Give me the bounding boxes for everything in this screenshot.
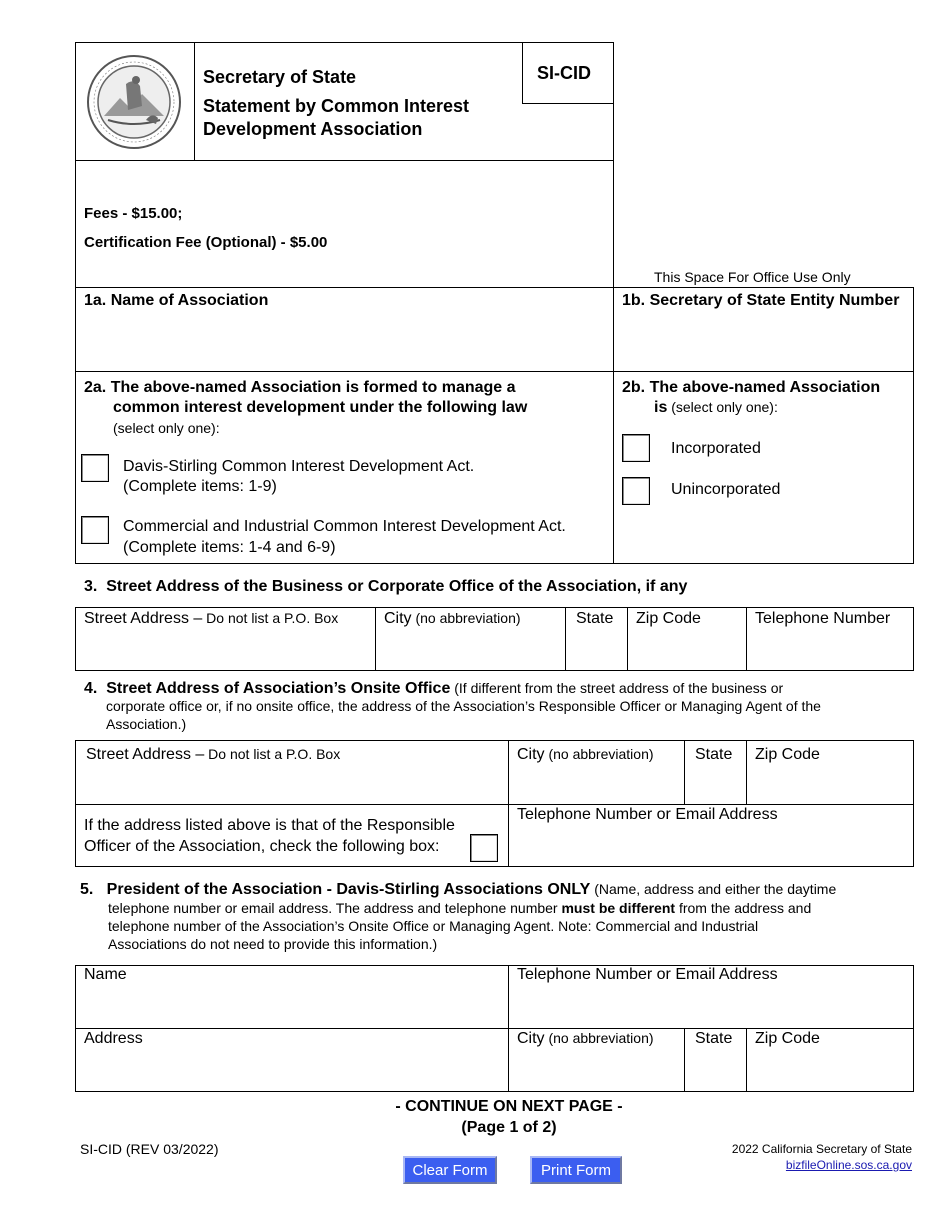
form-title-line2: Development Association [203, 119, 423, 139]
item-3-phone-label[interactable]: Telephone Number [755, 610, 891, 627]
item-4-heading-rest1: (If different from the street address of the business or [450, 680, 784, 696]
item-3-street-label[interactable]: Street Address – Do not list a P.O. Box [84, 610, 339, 627]
fees-box [75, 160, 614, 288]
item-3-zip-label[interactable]: Zip Code [636, 610, 701, 627]
items-1-2-divider [613, 287, 614, 564]
incorporated-label: Incorporated [671, 440, 761, 457]
item-5-state-label[interactable]: State [695, 1030, 733, 1047]
entity-number-field[interactable] [618, 315, 908, 365]
responsible-officer-text-2: Officer of the Association, check the following box: [84, 838, 440, 855]
item-2a-line2: common interest development under the following law [113, 399, 528, 416]
item-4-num: 4. [84, 680, 107, 697]
item-3-col-divider [375, 607, 376, 671]
item-2b-line1: 2b. The above-named Association [622, 379, 881, 396]
item-5-col-divider [746, 1028, 747, 1092]
commercial-industrial-items: (Complete items: 1-4 and 6-9) [123, 539, 336, 556]
item-1a-label: 1a. Name of Association [84, 292, 269, 309]
commercial-industrial-checkbox[interactable] [81, 516, 109, 544]
item-4-row-divider [75, 804, 914, 805]
item-2a-line1: 2a. The above-named Association is formed to manage a [84, 379, 516, 396]
item-5-col-divider [684, 1028, 685, 1092]
item-3-col-divider [746, 607, 747, 671]
item-4-street-label[interactable]: Street Address – Do not list a P.O. Box [86, 746, 341, 763]
responsible-officer-checkbox[interactable] [470, 834, 498, 862]
agency-name: Secretary of State [203, 67, 357, 87]
item-4-state-label[interactable]: State [695, 746, 733, 763]
item-2b-is: is [654, 399, 668, 416]
item-5-line3: telephone number of the Association’s Onsite Office or Managing Agent. Note: Commercial and Industrial [108, 918, 759, 934]
item-4-col-divider [746, 740, 747, 804]
item-5-row-divider [75, 1028, 914, 1029]
incorporated-checkbox[interactable] [622, 434, 650, 462]
header-divider [194, 42, 195, 161]
davis-stirling-items: (Complete items: 1-9) [123, 478, 277, 495]
item-4-heading [84, 680, 783, 698]
items-1-2-row-divider [75, 371, 914, 372]
item-2b-select-note: (select only one): [667, 399, 778, 415]
seal-text [90, 98, 114, 99]
item-4-zip-label[interactable]: Zip Code [755, 746, 820, 763]
page-number: (Page 1 of 2) [461, 1119, 557, 1136]
fee-text: Fees - $15.00; [84, 205, 183, 222]
office-use-label: This Space For Office Use Only [654, 269, 851, 285]
davis-stirling-label: Davis-Stirling Common Interest Development Act. [123, 458, 475, 475]
item-5-col-divider [508, 965, 509, 1092]
responsible-officer-text-1: If the address listed above is that of the Responsible [84, 817, 455, 834]
item-4-col-divider [684, 740, 685, 804]
form-title-line1: Statement by Common Interest [203, 96, 470, 116]
item-3-state-label[interactable]: State [576, 610, 614, 627]
davis-stirling-checkbox[interactable] [81, 454, 109, 482]
item-5-line4: Associations do not need to provide this information.) [108, 936, 438, 952]
website-link[interactable]: bizfileOnline.sos.ca.gov [785, 1158, 912, 1172]
item-4-heading-bold: Street Address of Association’s Onsite Office [106, 680, 451, 697]
item-2b-line2 [654, 399, 778, 417]
item-5-phone-email-label[interactable]: Telephone Number or Email Address [517, 966, 778, 983]
form-revision: SI-CID (REV 03/2022) [80, 1141, 219, 1157]
copyright-text: 2022 California Secretary of State [731, 1142, 912, 1156]
item-3-col-divider [627, 607, 628, 671]
item-5-heading-rest1: (Name, address and either the daytime [590, 881, 837, 897]
unincorporated-label: Unincorporated [671, 481, 781, 498]
item-4-phone-email-label[interactable]: Telephone Number or Email Address [517, 806, 778, 823]
item-3-col-divider [565, 607, 566, 671]
item-3-heading: 3. Street Address of the Business or Corporate Office of the Association, if any [84, 578, 688, 595]
item-5-heading-bold: 5. President of the Association - Davis-Stirling Associations ONLY [80, 881, 591, 898]
item-5-zip-label[interactable]: Zip Code [755, 1030, 820, 1047]
item-5-city-label[interactable]: City (no abbreviation) [517, 1030, 654, 1047]
california-seal [86, 54, 182, 154]
commercial-industrial-label: Commercial and Industrial Common Interest Development Act. [123, 518, 566, 535]
item-4-col-divider [508, 740, 509, 867]
item-5-address-label[interactable]: Address [84, 1030, 143, 1047]
cert-fee-text: Certification Fee (Optional) - $5.00 [84, 234, 328, 251]
item-5-line2: telephone number or email address. The address and telephone number must be different from the address and [108, 900, 812, 916]
form-code: SI-CID [537, 63, 591, 83]
continue-text: - CONTINUE ON NEXT PAGE - [395, 1098, 623, 1115]
item-4-city-label[interactable]: City (no abbreviation) [517, 746, 654, 763]
print-form-button[interactable]: Print Form [530, 1156, 622, 1184]
item-3-city-label[interactable]: City (no abbreviation) [384, 610, 521, 627]
association-name-field[interactable] [80, 315, 608, 365]
item-4-heading-rest3: Association.) [106, 716, 187, 732]
item-5-heading [80, 881, 836, 899]
item-4-heading-rest2: corporate office or, if no onsite office, the address of the Association’s Responsible Officer or Managing Agent of the [106, 698, 821, 714]
unincorporated-checkbox[interactable] [622, 477, 650, 505]
item-1b-label: 1b. Secretary of State Entity Number [622, 292, 900, 309]
item-5-name-label[interactable]: Name [84, 966, 127, 983]
clear-form-button[interactable]: Clear Form [403, 1156, 497, 1184]
item-2a-line3: (select only one): [113, 420, 220, 436]
